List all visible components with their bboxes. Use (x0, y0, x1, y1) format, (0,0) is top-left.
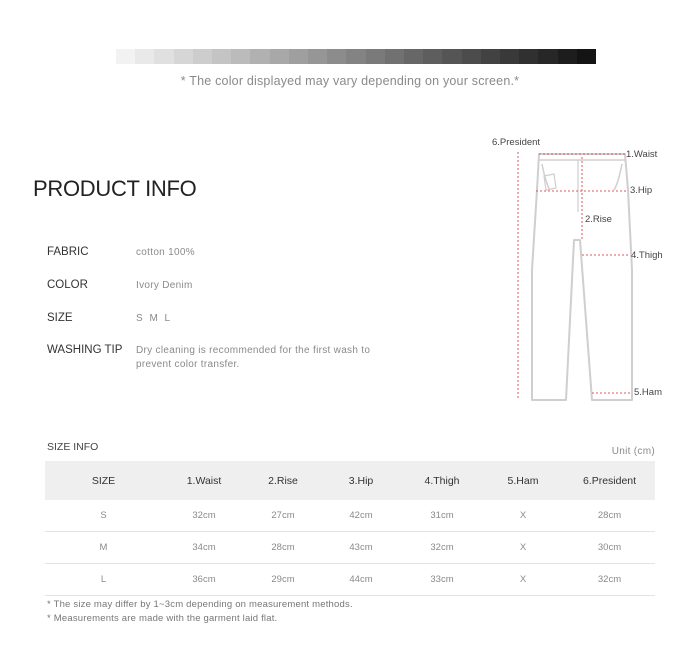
table-cell: 32cm (162, 500, 246, 532)
diagram-label-ham: 5.Ham (634, 387, 662, 398)
gradient-swatch (154, 49, 173, 64)
table-header-cell: 1.Waist (162, 461, 246, 500)
gradient-swatch (270, 49, 289, 64)
table-header-cell: 5.Ham (482, 461, 564, 500)
info-value: cotton 100% (136, 247, 195, 258)
info-row-washing-tip (47, 344, 386, 372)
info-label: FABRIC (47, 246, 89, 258)
table-cell: 36cm (162, 564, 246, 596)
size-info-title: SIZE INFO (47, 441, 99, 453)
table-cell: X (482, 564, 564, 596)
gradient-swatch (577, 49, 596, 64)
table-row (45, 500, 655, 532)
table-header-row (45, 461, 655, 500)
table-cell: 43cm (320, 532, 402, 564)
gradient-swatch (442, 49, 461, 64)
gradient-swatch (174, 49, 193, 64)
table-cell: M (45, 532, 162, 564)
table-cell: L (45, 564, 162, 596)
gradient-swatch (231, 49, 250, 64)
info-label: COLOR (47, 279, 88, 291)
footnote: * The size may differ by 1~3cm depending on measurement methods. (47, 599, 353, 610)
size-table (45, 461, 655, 596)
gradient-swatch (462, 49, 481, 64)
pants-measurement-diagram (480, 130, 690, 420)
table-cell: 28cm (564, 500, 655, 532)
color-gradient-bar (116, 49, 596, 64)
gradient-swatch (500, 49, 519, 64)
gradient-swatch (538, 49, 557, 64)
gradient-swatch (212, 49, 231, 64)
table-cell: 27cm (246, 500, 320, 532)
diagram-label-hip: 3.Hip (630, 185, 653, 196)
table-row (45, 532, 655, 564)
gradient-swatch (116, 49, 135, 64)
table-cell: 29cm (246, 564, 320, 596)
table-cell: 30cm (564, 532, 655, 564)
table-cell: X (482, 532, 564, 564)
gradient-swatch (289, 49, 308, 64)
diagram-label-rise: 2.Rise (585, 214, 612, 225)
table-cell: 32cm (402, 532, 482, 564)
info-value: Dry cleaning is recommended for the first wash to prevent color transfer. (136, 345, 371, 370)
info-row-size (47, 312, 172, 326)
table-cell: 32cm (564, 564, 655, 596)
gradient-swatch (404, 49, 423, 64)
color-disclaimer: * The color displayed may vary depending on your screen.* (180, 74, 520, 88)
info-value: S M L (136, 313, 173, 324)
info-label: WASHING TIP (47, 344, 123, 356)
gradient-swatch (481, 49, 500, 64)
info-value: Ivory Denim (136, 280, 193, 291)
unit-label: Unit (cm) (611, 446, 655, 457)
diagram-label-thigh: 4.Thigh (631, 250, 663, 261)
gradient-swatch (385, 49, 404, 64)
table-header-cell: SIZE (45, 461, 162, 500)
diagram-label-waist: 1.Waist (626, 149, 658, 160)
gradient-swatch (423, 49, 442, 64)
info-label: SIZE (47, 312, 73, 324)
table-cell: X (482, 500, 564, 532)
gradient-swatch (366, 49, 385, 64)
gradient-swatch (519, 49, 538, 64)
table-cell: 28cm (246, 532, 320, 564)
table-header-cell: 6.President (564, 461, 655, 500)
gradient-swatch (308, 49, 327, 64)
table-cell: 34cm (162, 532, 246, 564)
table-header-cell: 4.Thigh (402, 461, 482, 500)
gradient-swatch (346, 49, 365, 64)
table-header-cell: 2.Rise (246, 461, 320, 500)
table-cell: 33cm (402, 564, 482, 596)
table-cell: 42cm (320, 500, 402, 532)
footnotes (47, 598, 353, 626)
gradient-swatch (250, 49, 269, 64)
diagram-label-president: 6.President (492, 137, 541, 148)
table-header-cell: 3.Hip (320, 461, 402, 500)
table-cell: 31cm (402, 500, 482, 532)
gradient-swatch (558, 49, 577, 64)
gradient-swatch (135, 49, 154, 64)
table-cell: 44cm (320, 564, 402, 596)
product-info-title: PRODUCT INFO (33, 176, 197, 201)
table-cell: S (45, 500, 162, 532)
footnote: * Measurements are made with the garment laid flat. (47, 613, 278, 624)
table-row (45, 564, 655, 596)
info-row-color (47, 279, 193, 293)
info-row-fabric (47, 246, 195, 260)
gradient-swatch (193, 49, 212, 64)
gradient-swatch (327, 49, 346, 64)
pants-illustration (480, 130, 690, 420)
